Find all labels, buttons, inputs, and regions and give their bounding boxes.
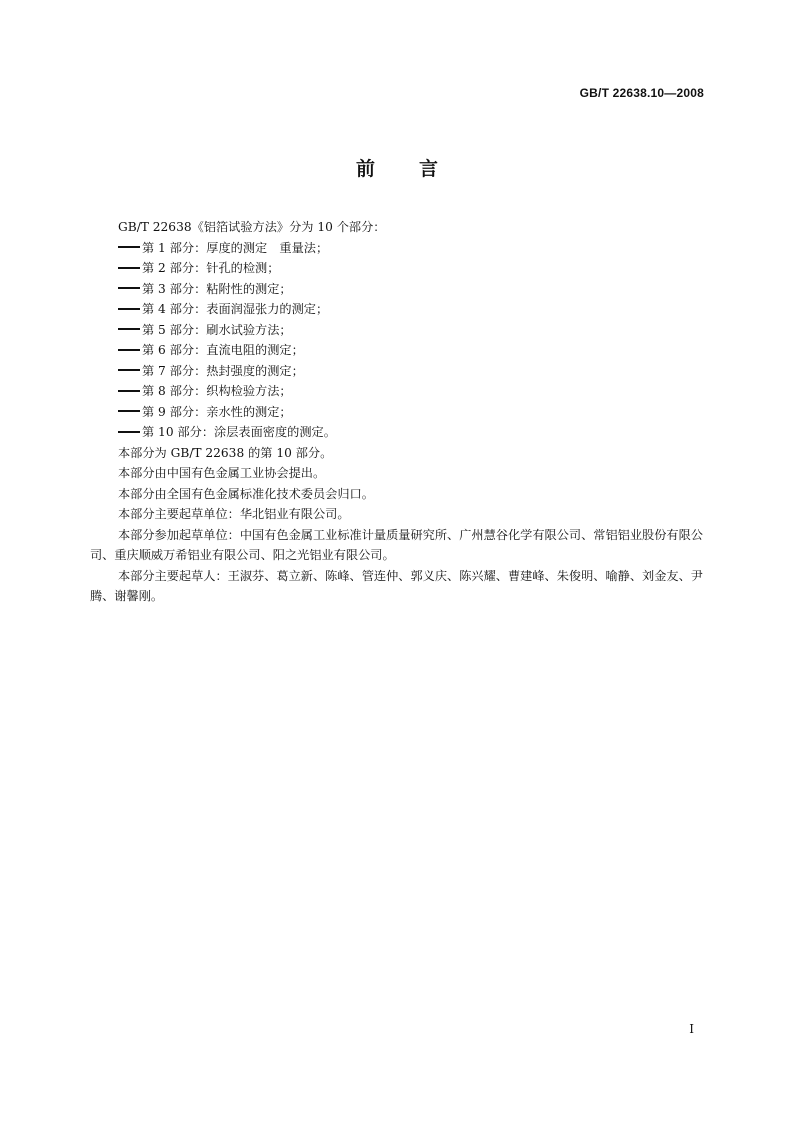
- dash-mark: [118, 287, 140, 289]
- paragraph: 本部分由全国有色金属标准化技术委员会归口。: [118, 486, 374, 501]
- part-item: 第 8 部分：织构检验方法；: [90, 381, 706, 402]
- dash-mark: [118, 308, 140, 310]
- dash-mark: [118, 431, 140, 433]
- dash-mark: [118, 390, 140, 392]
- dash-mark: [118, 246, 140, 248]
- paragraph: 本部分为 GB/T 22638 的第 10 部分。: [118, 445, 333, 460]
- dash-mark: [118, 369, 140, 371]
- part-item: 第 1 部分：厚度的测定 重量法；: [90, 238, 706, 259]
- part-item: 第 4 部分：表面润湿张力的测定；: [90, 299, 706, 320]
- part-item: 第 10 部分：涂层表面密度的测定。: [90, 422, 706, 443]
- paragraph: 本部分参加起草单位：中国有色金属工业标准计量质量研究所、广州慧谷化学有限公司、常铝铝业股份有限公司、重庆顺威万希铝业有限公司、阳之光铝业有限公司。: [90, 527, 703, 562]
- intro-line: GB/T 22638《铝箔试验方法》分为 10 个部分：: [118, 220, 386, 234]
- paragraph: 本部分主要起草人：王淑芬、葛立新、陈峰、管连仲、郭义庆、陈兴耀、曹建峰、朱俊明、喻静、刘金友、尹腾、谢馨刚。: [90, 568, 703, 603]
- page-title: 前言: [355, 158, 482, 180]
- dash-mark: [118, 410, 140, 412]
- dash-mark: [118, 267, 140, 269]
- part-item: 第 7 部分：热封强度的测定；: [90, 361, 706, 382]
- page-number: I: [689, 1022, 694, 1036]
- dash-mark: [118, 328, 140, 330]
- dash-mark: [118, 349, 140, 351]
- part-item: 第 6 部分：直流电阻的测定；: [90, 340, 706, 361]
- part-item: 第 3 部分：粘附性的测定；: [90, 279, 706, 300]
- part-item: 第 2 部分：针孔的检测；: [90, 258, 706, 279]
- standard-code: GB/T 22638.10—2008: [579, 86, 704, 100]
- part-item: 第 5 部分：刷水试验方法；: [90, 320, 706, 341]
- part-item: 第 9 部分：亲水性的测定；: [90, 402, 706, 423]
- paragraph: 本部分由中国有色金属工业协会提出。: [118, 466, 326, 480]
- document-body: [90, 217, 706, 607]
- paragraph: 本部分主要起草单位：华北铝业有限公司。: [118, 507, 350, 521]
